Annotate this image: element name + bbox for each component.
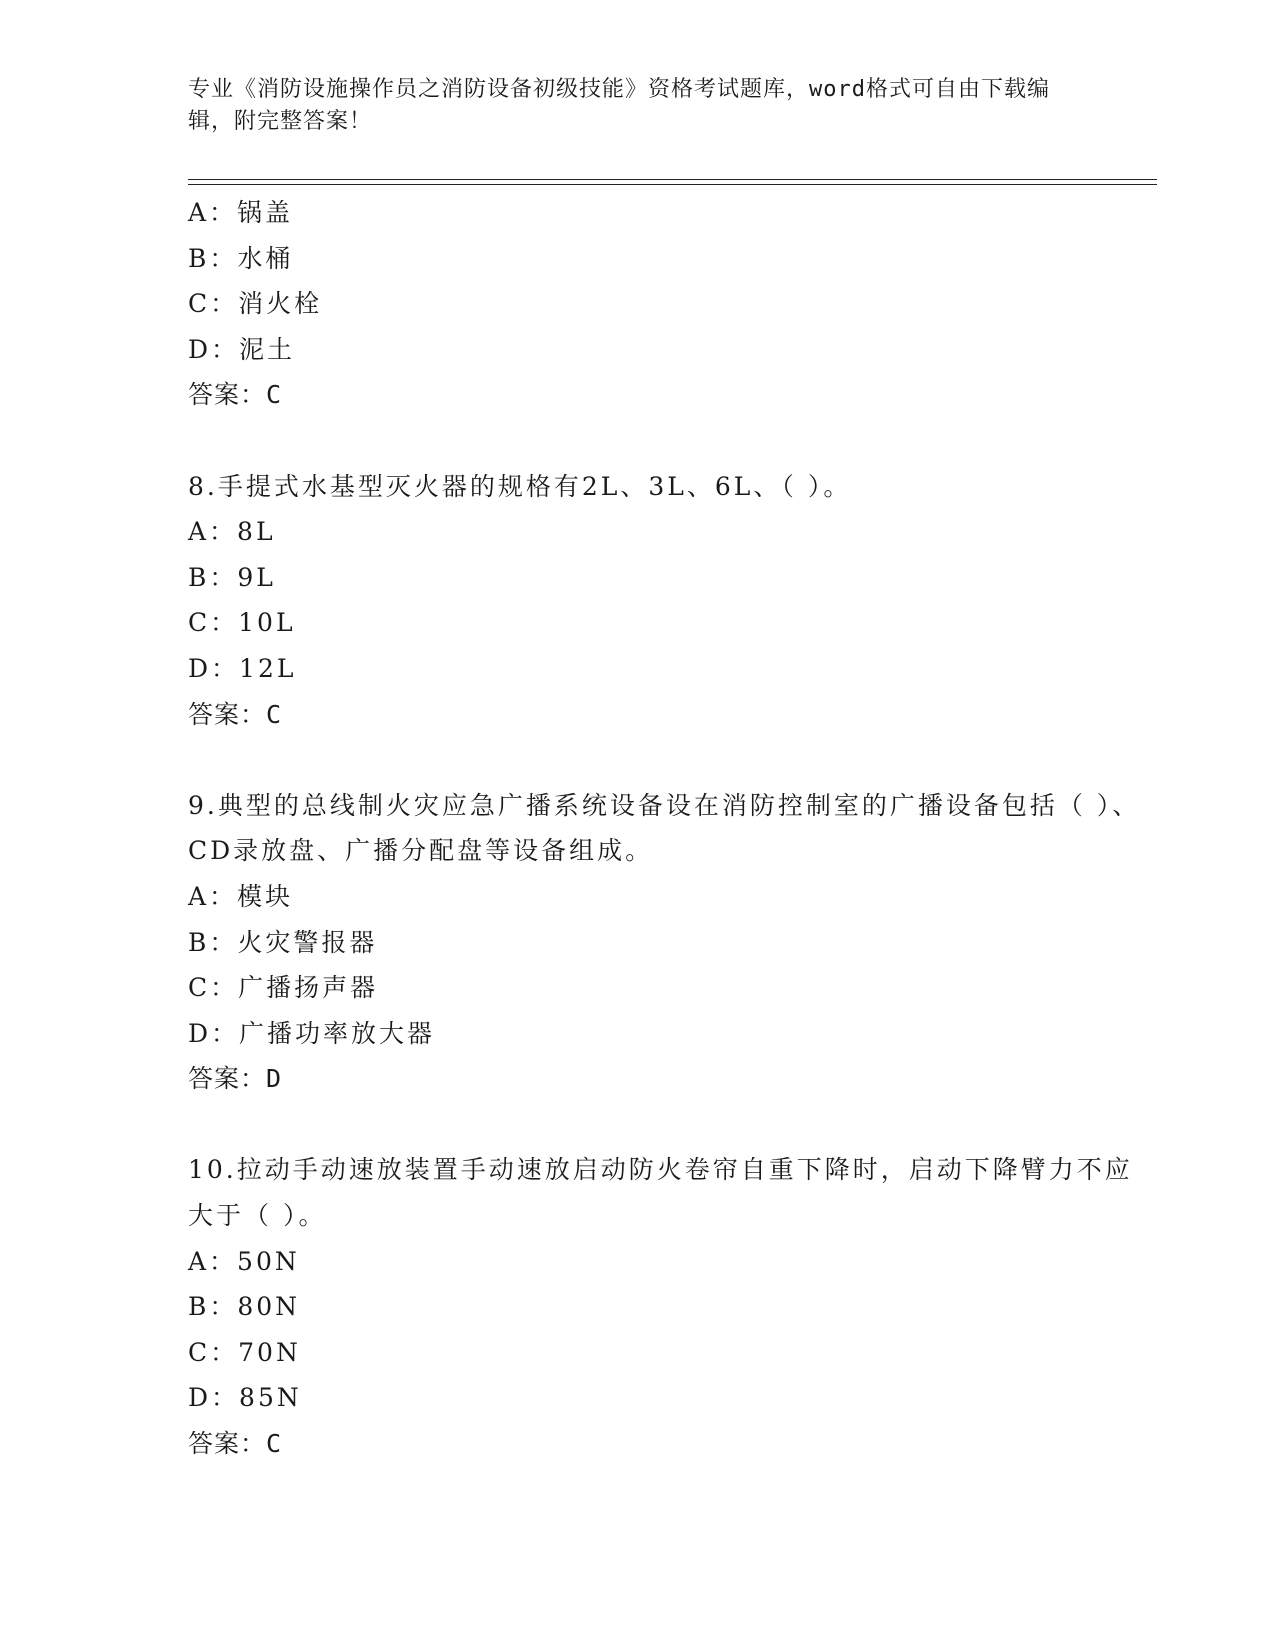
answer-line: 答案：C [188,380,283,410]
spacer [188,418,1148,464]
option-b: B：80N [188,1292,301,1322]
option-a: A：锅盖 [188,198,294,227]
spacer [188,1102,1148,1148]
option-d: D：85N [188,1383,302,1413]
option-c: C：消火栓 [188,289,323,319]
option-c: C：70N [188,1337,301,1367]
option-b: B：9L [188,562,276,592]
question-block-7 [188,190,1148,418]
answer-line: 答案：C [188,1429,283,1459]
question-content [188,190,1148,1467]
option-d: D：广播功率放大器 [188,1018,436,1048]
option-a: A：模块 [188,881,294,911]
question-stem: 10.拉动手动速放装置手动速放启动防火卷帘自重下降时，启动下降臂力不应大于（ ）。 [188,1155,1133,1231]
question-stem: 8.手提式水基型灭火器的规格有2L、3L、6L、（ ）。 [188,471,852,501]
question-block-9 [188,783,1148,1102]
option-a: A：50N [188,1246,300,1276]
answer-line: 答案：D [188,1064,283,1094]
option-b: B：火灾警报器 [188,927,378,957]
question-block-10 [188,1147,1148,1466]
header-divider-top [188,179,1157,180]
document-header: 专业《消防设施操作员之消防设备初级技能》资格考试题库，word格式可自由下载编辑，附完整答案！ [188,77,1050,134]
header-divider-bottom [188,184,1157,185]
option-d: D：泥土 [188,334,296,364]
answer-line: 答案：C [188,699,283,729]
spacer [188,737,1148,783]
option-b: B：水桶 [188,243,294,273]
question-stem: 9.典型的总线制火灾应急广播系统设备设在消防控制室的广播设备包括（ ）、CD录放盘、广播分配盘等设备组成。 [188,790,1141,866]
question-block-8 [188,464,1148,738]
option-a: A：8L [188,517,276,547]
option-c: C：10L [188,608,296,638]
option-d: D：12L [188,653,297,683]
option-c: C：广播扬声器 [188,973,379,1003]
